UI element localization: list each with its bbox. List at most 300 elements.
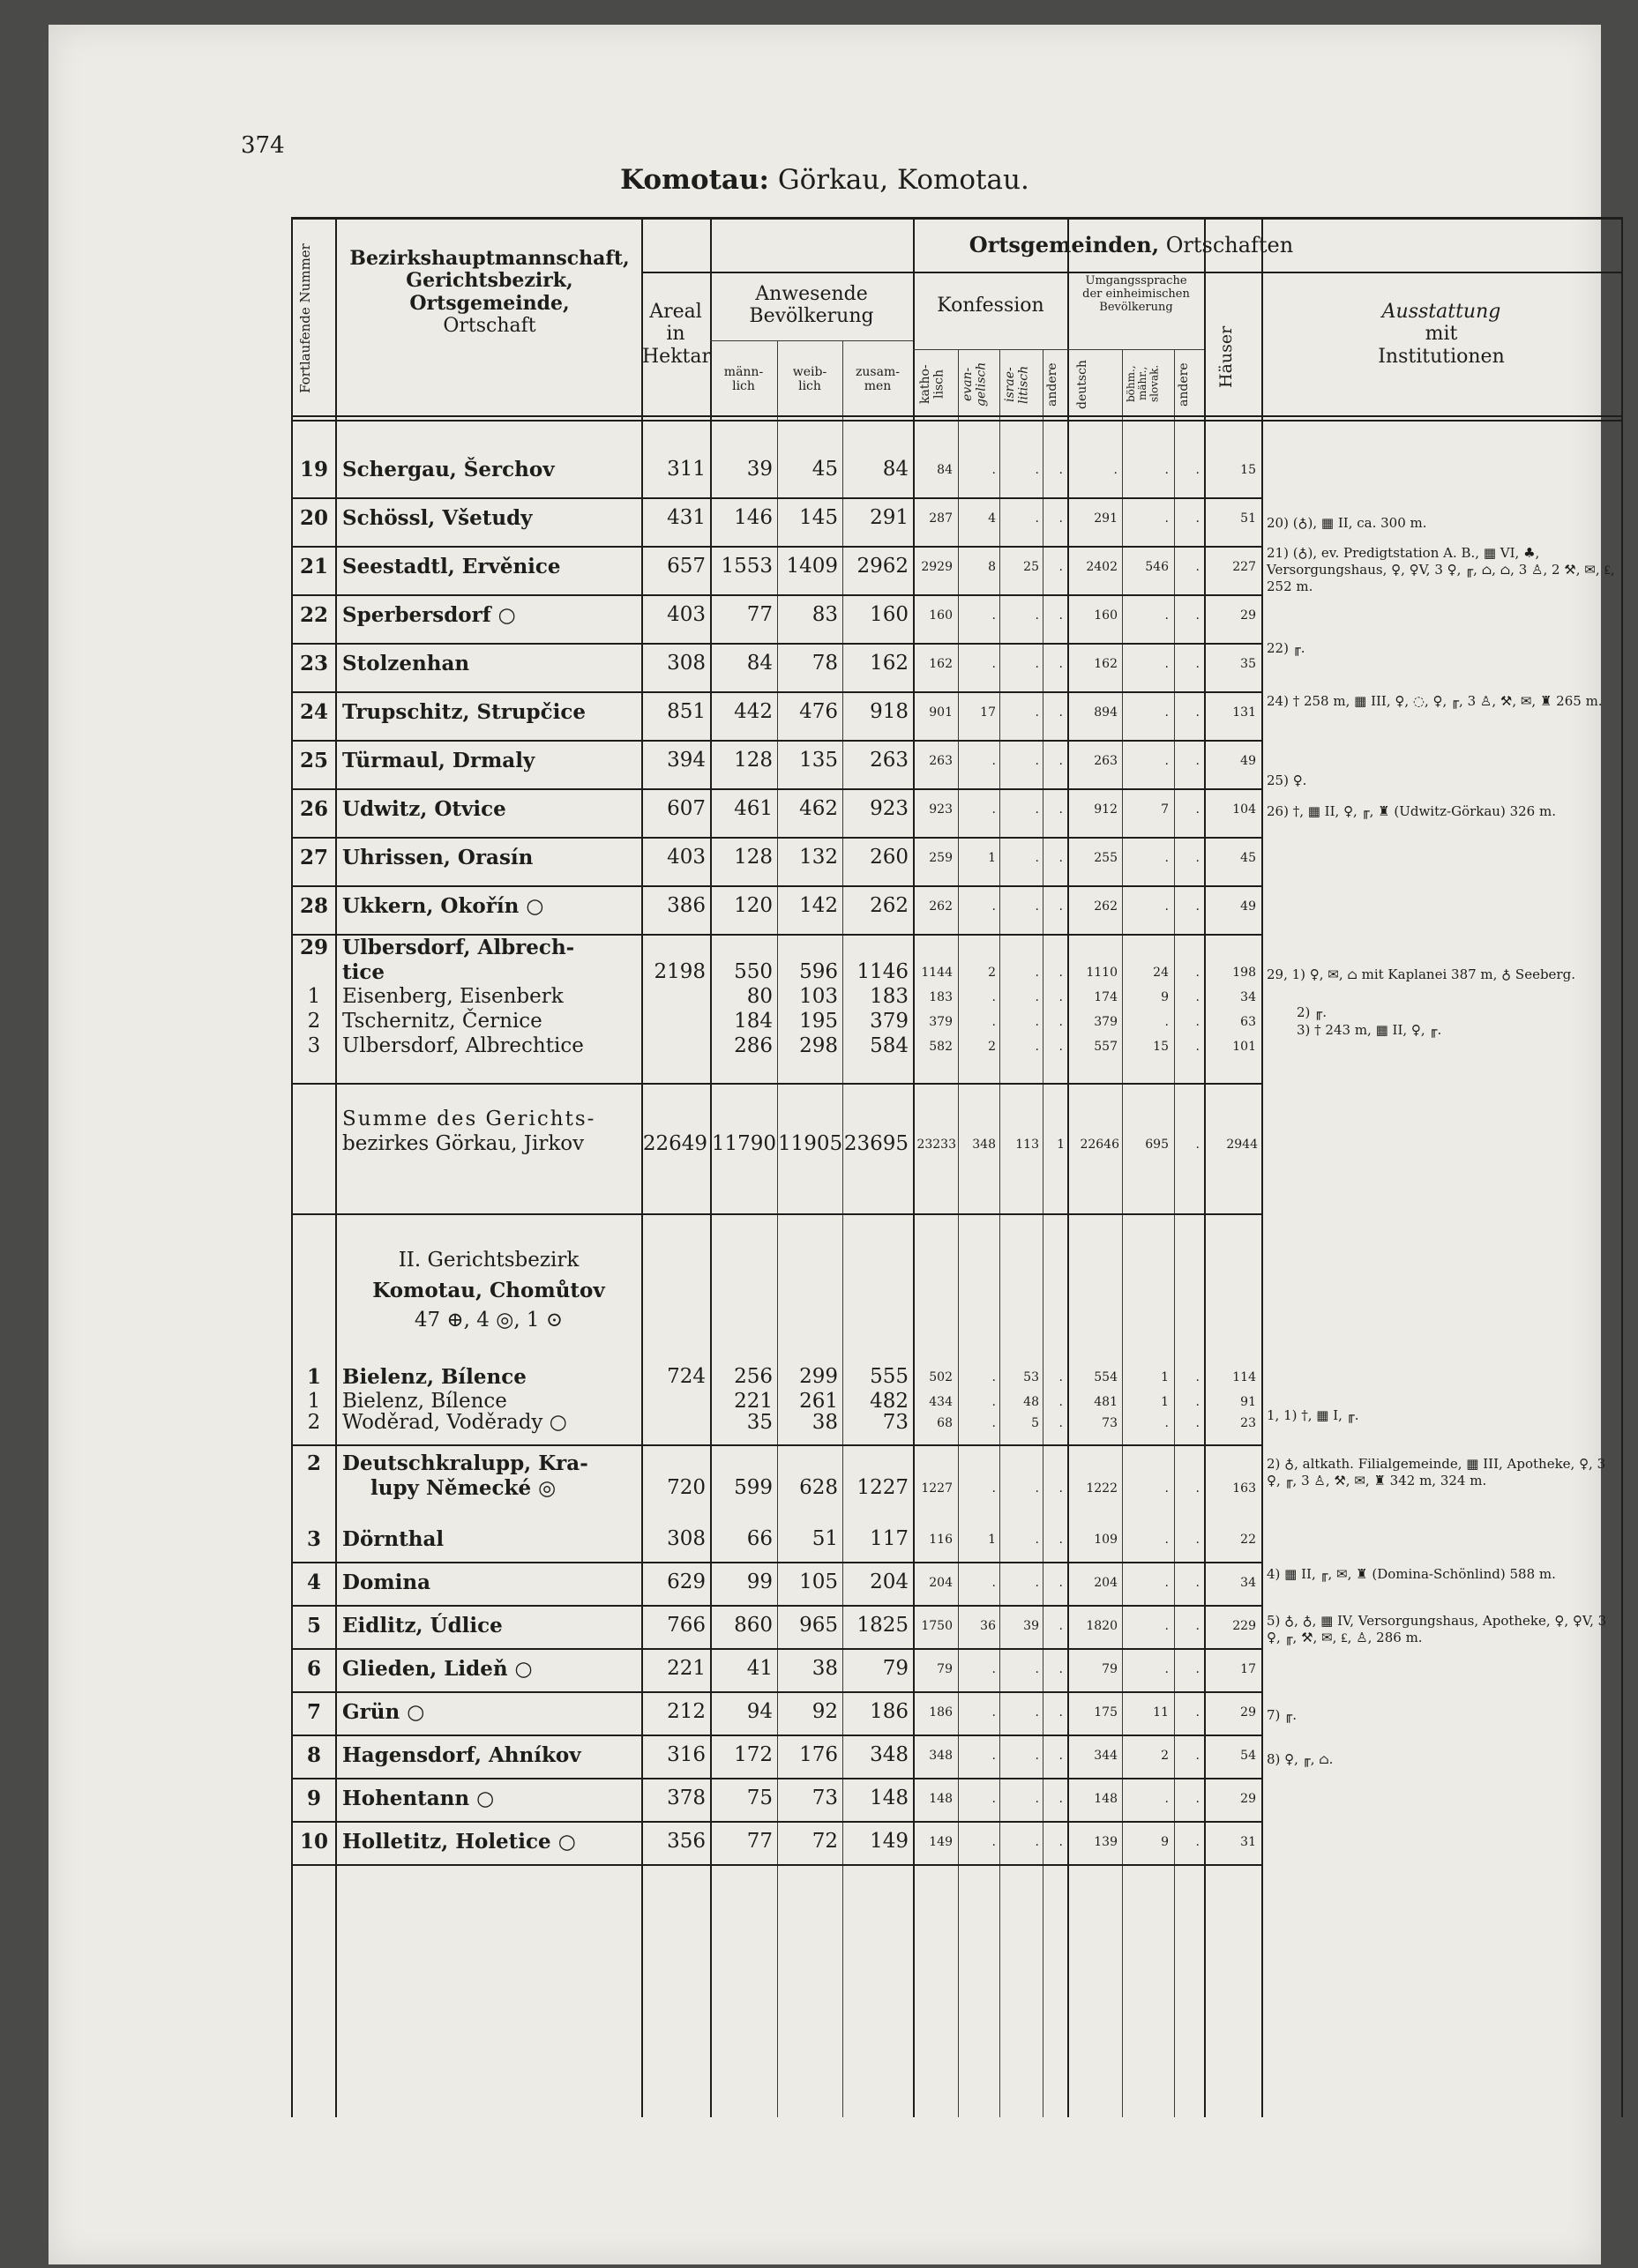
- andere1-value: .: [1058, 560, 1063, 574]
- header-bottom-rule: [291, 415, 1621, 417]
- andere2-value: .: [1195, 705, 1200, 720]
- deutsch-value: 22646: [1080, 1138, 1119, 1152]
- boehm-value: .: [1164, 1481, 1169, 1496]
- note-5: 5) ♁, ♁, ▦ IV, Versorgungshaus, Apotheke, ♀, ♀V, 3 ♀, ╓, ⚒, ✉, ₤, ♙, 286 m.: [1267, 1613, 1607, 1645]
- evang-value: 8: [988, 560, 996, 574]
- maennlich-header: [711, 365, 776, 393]
- deutsch-value: 109: [1094, 1533, 1118, 1547]
- deutsch-value: 160: [1094, 608, 1118, 623]
- kath-value: 901: [929, 705, 953, 720]
- name-header-line: Gerichtsbezirk,: [406, 269, 573, 293]
- boehm-value: .: [1164, 899, 1169, 914]
- boehm-value: 546: [1145, 560, 1169, 574]
- lfd-number: 25: [299, 749, 328, 772]
- place-name: Ulbersdorf, Albrech-: [342, 936, 575, 959]
- haeuser-value: 34: [1240, 990, 1256, 1004]
- andere1-value: .: [1058, 1370, 1063, 1384]
- place-name: Hagensdorf, Ahníkov: [342, 1743, 581, 1767]
- male-value: 184: [734, 1010, 773, 1033]
- group-header-rest: Ortschaften: [1159, 233, 1294, 257]
- female-value: 965: [799, 1614, 838, 1637]
- deutsch-value: 204: [1094, 1576, 1118, 1590]
- table-top-rule: [291, 217, 1623, 220]
- haeuser-value: 31: [1240, 1835, 1256, 1849]
- total-value: 162: [870, 652, 909, 675]
- place-name: Trupschitz, Strupčice: [342, 700, 587, 724]
- sub-number: 1: [307, 985, 321, 1008]
- andere1-header: andere: [1045, 362, 1059, 407]
- haeuser-value: 51: [1240, 511, 1256, 526]
- lfd-number: 20: [299, 506, 328, 530]
- andere1-value: .: [1058, 1619, 1063, 1633]
- female-value: 135: [799, 749, 838, 772]
- deutsch-value: 79: [1102, 1662, 1118, 1676]
- hline: [913, 349, 1204, 350]
- lfd-number: 9: [306, 1787, 321, 1810]
- kath-value: 183: [929, 990, 953, 1004]
- kath-value: 84: [937, 463, 953, 477]
- kath-value: 23233: [916, 1138, 956, 1152]
- sum-label: Summe des Gerichts-: [342, 1108, 596, 1130]
- female-value: 299: [799, 1365, 838, 1388]
- female-value: 11905: [778, 1132, 843, 1155]
- total-value: 379: [870, 1010, 909, 1033]
- male-value: 11790: [711, 1132, 776, 1155]
- deutsch-value: 263: [1094, 754, 1118, 768]
- areal-value: 378: [667, 1787, 706, 1809]
- ausstattung-header-line: Ausstattung: [1381, 301, 1501, 323]
- haeuser-value: 229: [1232, 1619, 1256, 1633]
- lfd-number: 24: [299, 700, 328, 724]
- male-value: 128: [734, 749, 773, 772]
- boehm-value: .: [1164, 1015, 1169, 1029]
- evang-value: .: [991, 657, 996, 671]
- sub-number: 3: [307, 1034, 321, 1057]
- haeuser-value: 2944: [1226, 1138, 1258, 1152]
- isr-value: .: [1035, 990, 1039, 1004]
- place-name: tice: [342, 960, 385, 984]
- place-name: Schössl, Všetudy: [342, 506, 533, 530]
- evang-value: .: [991, 899, 996, 914]
- lfd-number: 29: [299, 936, 328, 959]
- ausstattung-header-line: mit: [1425, 323, 1458, 346]
- weiblich-header: [778, 365, 841, 393]
- hline: [291, 643, 1261, 645]
- evang-value: 2: [988, 1040, 996, 1054]
- female-value: 1409: [786, 555, 838, 578]
- note-20: 20) (♁), ▦ II, ca. 300 m.: [1267, 515, 1427, 531]
- isr-value: .: [1035, 1749, 1039, 1763]
- andere1-value: 1: [1057, 1138, 1065, 1152]
- hline: [291, 1778, 1261, 1779]
- andere1-value: .: [1058, 1395, 1063, 1409]
- total-value: 584: [870, 1034, 909, 1057]
- deutsch-value: 291: [1094, 511, 1118, 526]
- place-name: Dörnthal: [342, 1527, 445, 1551]
- evang-value: .: [991, 1705, 996, 1720]
- areal-value: 851: [667, 700, 706, 723]
- total-value: 1825: [856, 1614, 909, 1637]
- andere2-value: .: [1195, 1015, 1200, 1029]
- haeuser-value: 227: [1232, 560, 1256, 574]
- deutsch-value: 1222: [1086, 1481, 1118, 1496]
- maennlich-header-line: lich: [732, 379, 755, 394]
- male-value: 1553: [721, 555, 773, 578]
- name-header-line: Ortsgemeinde,: [409, 291, 570, 315]
- lfd-number: 27: [299, 846, 328, 869]
- kath-value: 68: [937, 1416, 953, 1430]
- areal-value: 356: [667, 1830, 706, 1853]
- male-value: 77: [746, 603, 773, 626]
- hline: [291, 1735, 1261, 1736]
- isr-value: 48: [1023, 1395, 1039, 1409]
- male-value: 146: [734, 506, 773, 529]
- areal-value: 431: [667, 506, 706, 529]
- male-value: 35: [746, 1411, 773, 1434]
- evang-value: 17: [980, 705, 996, 720]
- note-26: 26) †, ▦ II, ♀, ╓, ♜ (Udwitz-Görkau) 326 m.: [1267, 803, 1556, 819]
- lfd-number: 4: [306, 1570, 321, 1594]
- haeuser-value: 54: [1240, 1749, 1256, 1763]
- boehm-value: .: [1164, 754, 1169, 768]
- andere2-value: .: [1195, 657, 1200, 671]
- isr-value: .: [1035, 754, 1039, 768]
- section-subtitle: Komotau, Chomůtov: [372, 1279, 605, 1302]
- evang-value: .: [991, 1015, 996, 1029]
- kath-value: 348: [929, 1749, 953, 1763]
- female-value: 38: [812, 1411, 838, 1434]
- boehm-value: 24: [1153, 966, 1169, 980]
- note-25: 25) ♀.: [1267, 772, 1307, 788]
- hline: [291, 497, 1261, 499]
- ausstattung-header-line: Institutionen: [1378, 345, 1505, 368]
- areal-value: 316: [667, 1743, 706, 1766]
- areal-value: 22649: [642, 1132, 707, 1155]
- note-1: 1, 1) †, ▦ I, ╓.: [1267, 1407, 1359, 1423]
- male-value: 599: [734, 1476, 773, 1499]
- andere1-value: .: [1058, 1792, 1063, 1806]
- isr-value: .: [1035, 1533, 1039, 1547]
- isr-value: .: [1035, 1040, 1039, 1054]
- haeuser-value: 45: [1240, 851, 1256, 865]
- andere1-value: .: [1058, 754, 1063, 768]
- isr-value: .: [1035, 1662, 1039, 1676]
- lfd-number: 1: [306, 1365, 321, 1389]
- evang-value: .: [991, 990, 996, 1004]
- kath-value: 79: [937, 1662, 953, 1676]
- andere1-value: .: [1058, 608, 1063, 623]
- andere1-value: .: [1058, 899, 1063, 914]
- anwesende-header-line: Anwesende: [755, 283, 868, 305]
- total-value: 555: [870, 1365, 909, 1388]
- female-value: 73: [812, 1787, 838, 1809]
- andere2-value: .: [1195, 966, 1200, 980]
- isr-value: .: [1035, 1705, 1039, 1720]
- total-value: 262: [870, 894, 909, 917]
- female-value: 628: [799, 1476, 838, 1499]
- andere2-value: .: [1195, 1416, 1200, 1430]
- kath-value: 2929: [921, 560, 953, 574]
- andere1-value: .: [1058, 1835, 1063, 1849]
- female-value: 462: [799, 797, 838, 820]
- boehm-value: .: [1164, 1576, 1169, 1590]
- areal-header-line: Areal: [649, 301, 702, 323]
- andere2-value: .: [1195, 1533, 1200, 1547]
- umgang-header: [1068, 275, 1204, 315]
- kath-value: 582: [929, 1040, 953, 1054]
- note-29-2: 2) ╓.: [1297, 1004, 1327, 1020]
- andere1-value: .: [1058, 1533, 1063, 1547]
- note-2: 2) ♁, altkath. Filialgemeinde, ▦ III, Apotheke, ♀, 3 ♀, ╓, 3 ♙, ⚒, ✉, ♜ 342 m, 324 m.: [1267, 1456, 1606, 1488]
- table-row: [291, 1823, 1623, 1866]
- areal-value: 720: [667, 1476, 706, 1499]
- place-name: Uhrissen, Orasín: [342, 846, 534, 869]
- name-header-line: Ortschaft: [443, 314, 536, 337]
- male-value: 66: [746, 1527, 773, 1550]
- hline: [291, 691, 1261, 693]
- deutsch-value: 1820: [1086, 1619, 1118, 1633]
- evang-value: 36: [980, 1619, 996, 1633]
- deutsch-value: 379: [1094, 1015, 1118, 1029]
- weiblich-header-line: lich: [798, 379, 821, 394]
- total-value: 263: [870, 749, 909, 772]
- note-22: 22) ╓.: [1267, 640, 1305, 656]
- hline: [291, 788, 1261, 790]
- isr-value: .: [1035, 511, 1039, 526]
- evang-value: .: [991, 1416, 996, 1430]
- areal-value: 657: [667, 555, 706, 578]
- andere1-value: .: [1058, 1481, 1063, 1496]
- haeuser-value: 163: [1232, 1481, 1256, 1496]
- sub-place-name: Eisenberg, Eisenberk: [342, 985, 564, 1008]
- isr-value: .: [1035, 608, 1039, 623]
- place-name: Bielenz, Bílence: [342, 1365, 527, 1389]
- book-page: [49, 25, 1615, 2264]
- male-value: 94: [746, 1700, 773, 1723]
- evang-value: 348: [972, 1138, 996, 1152]
- total-value: 348: [870, 1743, 909, 1766]
- umgang-header-line: Bevölkerung: [1099, 300, 1173, 314]
- zusammen-header-line: zusam-: [856, 365, 900, 379]
- andere1-value: .: [1058, 511, 1063, 526]
- male-value: 550: [734, 960, 773, 983]
- female-value: 261: [799, 1390, 838, 1413]
- hline: [291, 1821, 1261, 1823]
- andere2-value: .: [1195, 1619, 1200, 1633]
- male-value: 120: [734, 894, 773, 917]
- isr-value: .: [1035, 1835, 1039, 1849]
- note-29: 29, 1) ♀, ✉, ⌂ mit Kaplanei 387 m, ♁ Seeberg.: [1267, 966, 1575, 982]
- table-row: [291, 451, 1623, 499]
- isr-value: 113: [1015, 1138, 1039, 1152]
- kath-value: 259: [929, 851, 953, 865]
- andere2-value: .: [1195, 608, 1200, 623]
- female-value: 92: [812, 1700, 838, 1723]
- haeuser-value: 104: [1232, 802, 1256, 817]
- male-value: 256: [734, 1365, 773, 1388]
- female-value: 78: [812, 652, 838, 675]
- areal-value: 403: [667, 603, 706, 626]
- evang-value: .: [991, 608, 996, 623]
- evang-value: .: [991, 754, 996, 768]
- isr-value: .: [1035, 1015, 1039, 1029]
- place-name: Ukkern, Okořín ○: [342, 894, 544, 918]
- boehm-value: .: [1164, 1619, 1169, 1633]
- female-value: 195: [799, 1010, 838, 1033]
- deutsch-value: 554: [1094, 1370, 1118, 1384]
- male-value: 80: [746, 985, 773, 1008]
- andere1-value: .: [1058, 1662, 1063, 1676]
- deutsch-value: 73: [1102, 1416, 1118, 1430]
- lfd-number: 2: [306, 1451, 321, 1475]
- haeuser-value: 49: [1240, 754, 1256, 768]
- total-value: 2962: [856, 555, 909, 578]
- kath-value: 1144: [921, 966, 953, 980]
- deutsch-value: 148: [1094, 1792, 1118, 1806]
- evang-value: .: [991, 1792, 996, 1806]
- kath-value: 186: [929, 1705, 953, 1720]
- hline: [641, 272, 1621, 273]
- hline: [291, 1648, 1261, 1650]
- group-header: [641, 233, 1621, 258]
- kath-value: 204: [929, 1576, 953, 1590]
- andere1-value: .: [1058, 1576, 1063, 1590]
- deutsch-value: 481: [1094, 1395, 1118, 1409]
- place-name: Stolzenhan: [342, 652, 470, 675]
- deutsch-value: .: [1113, 463, 1118, 477]
- total-value: 482: [870, 1390, 909, 1413]
- lfd-number: 6: [306, 1657, 321, 1681]
- andere2-value: .: [1195, 1481, 1200, 1496]
- isr-header: israe-litisch: [1003, 365, 1031, 404]
- andere1-value: .: [1058, 990, 1063, 1004]
- haeuser-value: 49: [1240, 899, 1256, 914]
- boehm-value: 1: [1161, 1370, 1169, 1384]
- andere1-value: .: [1058, 463, 1063, 477]
- male-value: 84: [746, 652, 773, 675]
- boehm-value: 9: [1161, 990, 1169, 1004]
- andere2-value: .: [1195, 511, 1200, 526]
- note-21: 21) (♁), ev. Predigtstation A. B., ▦ VI, ♣, Versorgungshaus, ♀, ♀V, 3 ♀, ╓, ⌂, ⌂, 3 ♙, 2 ⚒, ✉, ₤, 252 m.: [1267, 545, 1615, 594]
- andere2-value: .: [1195, 990, 1200, 1004]
- section-title: II. Gerichtsbezirk: [398, 1249, 580, 1272]
- evang-value: 2: [988, 966, 996, 980]
- weiblich-header-line: weib-: [792, 365, 827, 379]
- boehm-value: .: [1164, 1416, 1169, 1430]
- lfd-number: 23: [299, 652, 328, 675]
- haeuser-value: 198: [1232, 966, 1256, 980]
- areal-value: 221: [667, 1657, 706, 1680]
- andere1-value: .: [1058, 802, 1063, 817]
- andere2-value: .: [1195, 1040, 1200, 1054]
- haeuser-value: 15: [1240, 463, 1256, 477]
- kath-value: 923: [929, 802, 953, 817]
- lfd-number: 5: [306, 1614, 321, 1638]
- isr-value: .: [1035, 705, 1039, 720]
- male-value: 41: [746, 1657, 773, 1680]
- boehm-value: .: [1164, 1533, 1169, 1547]
- andere2-value: .: [1195, 1395, 1200, 1409]
- male-value: 128: [734, 846, 773, 869]
- table-row: [291, 887, 1623, 936]
- boehm-value: .: [1164, 1792, 1169, 1806]
- haeuser-header: Häuser: [1216, 325, 1236, 389]
- evang-value: 1: [988, 851, 996, 865]
- evang-value: .: [991, 802, 996, 817]
- lfd-number: 7: [306, 1700, 321, 1724]
- lfd-number: 3: [306, 1527, 321, 1551]
- andere1-value: .: [1058, 1705, 1063, 1720]
- umgang-header-line: der einheimischen: [1082, 287, 1190, 301]
- evang-value: .: [991, 1395, 996, 1409]
- haeuser-value: 23: [1240, 1416, 1256, 1430]
- kath-value: 149: [929, 1835, 953, 1849]
- kath-value: 262: [929, 899, 953, 914]
- kath-value: 502: [929, 1370, 953, 1384]
- areal-header-line: in: [666, 323, 685, 346]
- female-value: 298: [799, 1034, 838, 1057]
- sub-place-name: Tschernitz, Černice: [342, 1010, 542, 1033]
- total-value: 73: [882, 1411, 909, 1434]
- female-value: 72: [812, 1830, 838, 1853]
- andere2-value: .: [1195, 463, 1200, 477]
- haeuser-value: 29: [1240, 1705, 1256, 1720]
- group-header-bold: Ortsgemeinden,: [969, 232, 1160, 257]
- statistics-table: [291, 217, 1623, 2117]
- place-name: Deutschkralupp, Kra-: [342, 1451, 588, 1475]
- boehm-value: .: [1164, 851, 1169, 865]
- isr-value: 39: [1023, 1619, 1039, 1633]
- lfd-number: 21: [299, 555, 328, 578]
- sub-place-name: Woděrad, Voděrady ○: [342, 1411, 567, 1434]
- place-name: Grün ○: [342, 1700, 425, 1724]
- place-name: Schergau, Šerchov: [342, 458, 555, 481]
- sub-number: 1: [307, 1390, 321, 1413]
- female-value: 176: [799, 1743, 838, 1766]
- male-value: 99: [746, 1570, 773, 1593]
- lfd-number: 19: [299, 458, 328, 481]
- kath-value: 160: [929, 608, 953, 623]
- male-value: 39: [746, 458, 773, 481]
- andere2-value: .: [1195, 754, 1200, 768]
- total-value: 291: [870, 506, 909, 529]
- note-4: 4) ▦ II, ╓, ✉, ♜ (Domina-Schönlind) 588 m.: [1267, 1566, 1556, 1582]
- haeuser-value: 35: [1240, 657, 1256, 671]
- table-row: [291, 1650, 1623, 1693]
- page-title: [49, 164, 1601, 196]
- deutsch-header: deutsch: [1075, 360, 1089, 409]
- evang-value: 4: [988, 511, 996, 526]
- haeuser-value: 131: [1232, 705, 1256, 720]
- anwesende-header-line: Bevölkerung: [749, 305, 874, 328]
- isr-value: .: [1035, 1792, 1039, 1806]
- andere2-value: .: [1195, 1370, 1200, 1384]
- total-value: 186: [870, 1700, 909, 1723]
- total-value: 84: [882, 458, 909, 481]
- andere2-value: .: [1195, 802, 1200, 817]
- areal-value: 403: [667, 846, 706, 869]
- boehm-value: .: [1164, 705, 1169, 720]
- header-bottom-rule: [291, 420, 1621, 422]
- deutsch-value: 557: [1094, 1040, 1118, 1054]
- sub-number: 2: [307, 1010, 321, 1033]
- deutsch-value: 162: [1094, 657, 1118, 671]
- boehm-value: 1: [1161, 1395, 1169, 1409]
- areal-value: 607: [667, 797, 706, 820]
- boehm-header: böhm., mähr., slovak.: [1125, 364, 1161, 403]
- haeuser-value: 29: [1240, 608, 1256, 623]
- haeuser-value: 63: [1240, 1015, 1256, 1029]
